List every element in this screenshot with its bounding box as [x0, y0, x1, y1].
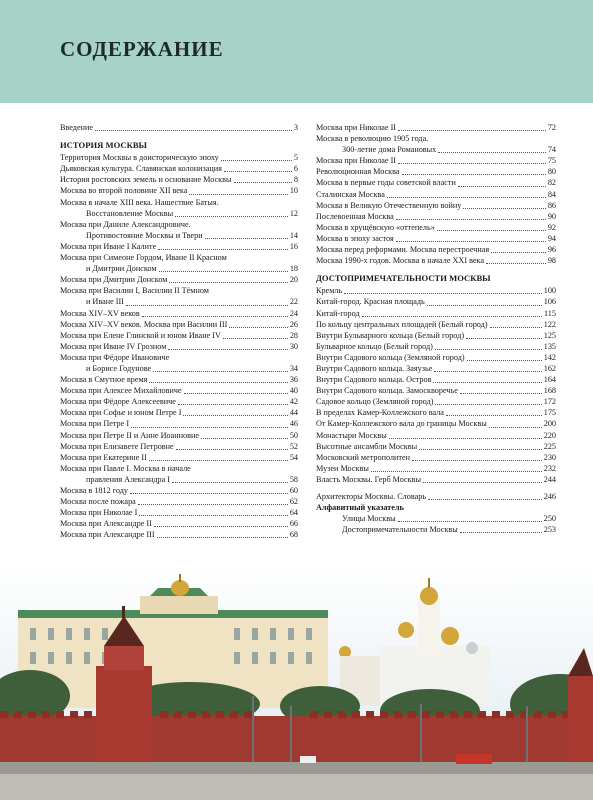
dot-leader	[486, 263, 546, 264]
dot-leader	[176, 449, 288, 450]
toc-entry-page: 168	[543, 386, 556, 396]
toc-entry[interactable]	[316, 177, 556, 188]
toc-entry-title: Революционная Москва	[316, 167, 400, 177]
dot-leader	[149, 460, 288, 461]
dot-leader	[223, 338, 288, 339]
header-band	[0, 0, 593, 103]
toc-entry-page: 80	[547, 167, 556, 177]
dot-leader	[387, 197, 546, 198]
toc-entry-title: Москва в Великую Отечественную войну	[316, 200, 462, 210]
toc-entry[interactable]	[316, 474, 556, 485]
toc-entry-title: Москва XIV–XV веков. Москва при Василии III	[60, 319, 228, 329]
toc-entry-title: Москва при Александре III	[60, 530, 155, 540]
toc-entry-page: 66	[289, 519, 298, 529]
kremlin-photo-art	[0, 566, 593, 800]
toc-entry-title: Москва при Николае II	[316, 123, 397, 132]
toc-entry[interactable]	[60, 430, 298, 441]
toc-entry-page: 3	[293, 123, 298, 132]
toc-entry-page: 50	[289, 430, 298, 440]
toc-entry-title: От Камер-Коллежского вала до границы Москвы	[316, 419, 487, 429]
toc-entry-title-line: Москва в начале XIII века. Нашествие Батыя.	[60, 197, 219, 207]
toc-entry-page: 26	[289, 319, 298, 329]
dot-leader	[396, 219, 546, 220]
toc-entry[interactable]	[316, 452, 556, 463]
toc-entry[interactable]	[316, 244, 556, 255]
toc-entry-title: Москва при Петре II и Анне Иоанновне	[60, 430, 199, 440]
toc-entry-page: 100	[543, 286, 556, 296]
toc-entry[interactable]	[60, 319, 298, 330]
toc-entry-title: Монастыри Москвы	[316, 430, 387, 440]
dot-leader	[396, 241, 546, 242]
toc-entry[interactable]	[60, 385, 298, 396]
toc-entry[interactable]	[316, 430, 556, 441]
toc-entry-page: 28	[289, 330, 298, 340]
toc-entry-title: 300-летие дома Романовых	[342, 145, 437, 155]
toc-entry[interactable]	[316, 211, 556, 222]
toc-entry-title: Сталинская Москва	[316, 189, 385, 199]
dot-leader	[362, 316, 542, 317]
toc-entry-title: Москва при Петре I	[60, 419, 130, 429]
toc-entry[interactable]	[60, 474, 298, 485]
dot-leader	[184, 393, 288, 394]
toc-entry[interactable]	[316, 513, 556, 524]
toc-entry-title: Внутри Садового кольца (Земляной город)	[316, 352, 465, 362]
toc-entry[interactable]	[60, 185, 298, 196]
toc-entry[interactable]	[60, 274, 298, 285]
toc-entry-title: Москва во второй половине XII века	[60, 186, 188, 196]
dot-leader	[172, 482, 288, 483]
toc-entry-title: Москва 1990-х годов. Москва в начале XXI века	[316, 256, 485, 266]
toc-entry-title: правления Александра I	[86, 474, 170, 484]
toc-entry[interactable]	[316, 363, 556, 374]
dot-leader	[463, 208, 545, 209]
toc-entry-page: 8	[293, 175, 298, 185]
toc-entry-title: Территория Москвы в доисторическую эпоху	[60, 153, 219, 163]
toc-entry-page: 12	[289, 208, 298, 218]
toc-section-heading: ИСТОРИЯ МОСКВЫ	[60, 140, 147, 151]
toc-entry-title: Внутри Бульварного кольца (Белый город)	[316, 330, 465, 340]
toc-entry-title-line: Москва при Василии I, Василии II Тёмном	[60, 286, 209, 296]
toc-entry-page: 92	[547, 222, 556, 232]
toc-entry-title: Внутри Садового кольца. Остров	[316, 375, 432, 385]
toc-entry[interactable]	[60, 485, 298, 496]
toc-entry-title-line: Москва при Симеоне Гордом, Иване II Красном	[60, 253, 227, 263]
dot-leader	[131, 427, 288, 428]
toc-entry-page: 44	[289, 408, 298, 418]
dot-leader	[427, 305, 542, 306]
toc-entry-page: 36	[289, 375, 298, 385]
toc-entry-page: 5	[293, 153, 298, 163]
dot-leader	[229, 327, 287, 328]
toc-entry-page: 220	[543, 430, 556, 440]
dot-leader	[419, 449, 542, 450]
toc-entry-title: Москва при Екатерине II	[60, 452, 147, 462]
toc-entry-title: Дьяковская культура. Славянская колонизация	[60, 164, 222, 174]
toc-entry[interactable]	[60, 208, 298, 219]
toc-entry-title: Москва при Елизавете Петровне	[60, 441, 174, 451]
toc-entry-page: 64	[289, 508, 298, 518]
toc-entry-page: 34	[289, 363, 298, 373]
dot-leader	[371, 471, 542, 472]
toc-entry[interactable]	[316, 330, 556, 341]
toc-entry[interactable]	[316, 491, 556, 502]
toc-entry-page: 84	[547, 189, 556, 199]
dot-leader	[398, 163, 546, 164]
dot-leader	[435, 349, 542, 350]
toc-entry-title: Москва при Фёдоре Алексеевиче	[60, 397, 176, 407]
toc-entry[interactable]	[316, 352, 556, 363]
toc-entry-page: 122	[543, 319, 556, 329]
toc-entry-page: 244	[543, 474, 556, 484]
toc-index-heading: Алфавитный указатель	[316, 503, 404, 513]
dot-leader	[466, 338, 542, 339]
dot-leader	[491, 252, 546, 253]
toc-entry-page: 22	[289, 297, 298, 307]
toc-entry[interactable]	[60, 163, 298, 174]
toc-entry-page: 172	[543, 397, 556, 407]
toc-entry[interactable]	[316, 308, 556, 319]
toc-entry-title: Москва в Смутное время	[60, 375, 148, 385]
toc-left-column	[60, 122, 298, 540]
toc-entry[interactable]	[60, 441, 298, 452]
toc-entry[interactable]	[316, 255, 556, 266]
toc-entry-page: 74	[547, 145, 556, 155]
toc-entry-page: 75	[547, 156, 556, 166]
dot-leader	[467, 360, 542, 361]
toc-entry[interactable]	[60, 152, 298, 163]
toc-entry-page: 72	[547, 123, 556, 132]
toc-entry[interactable]	[60, 174, 298, 185]
toc-entry-title: Улицы Москвы	[342, 514, 396, 524]
toc-entry-title: Послевоенная Москва	[316, 211, 394, 221]
toc-entry-title: и Иване III	[86, 297, 124, 307]
toc-entry-title: Москва при Николае I	[60, 508, 138, 518]
dot-leader	[175, 216, 288, 217]
dot-leader	[139, 515, 288, 516]
toc-entry-title: Москва после пожара	[60, 497, 136, 507]
toc-entry-title: История ростовских земель и основание Москвы	[60, 175, 232, 185]
toc-entry-page: 14	[289, 230, 298, 240]
toc-entry-page: 30	[289, 341, 298, 351]
toc-entry-title: Кремль	[316, 286, 343, 296]
toc-entry-page: 10	[289, 186, 298, 196]
toc-entry-page: 16	[289, 241, 298, 251]
toc-entry-title: Архитекторы Москвы. Словарь	[316, 492, 427, 501]
toc-entry-title-line: Москва при Фёдоре Ивановиче	[60, 352, 170, 362]
toc-entry-title: Москва при Иване IV Грозном	[60, 341, 167, 351]
toc-entry-title: и Борисе Годунове	[86, 363, 152, 373]
dot-leader	[159, 271, 288, 272]
toc-entry[interactable]	[60, 330, 298, 341]
toc-entry-title-line: Москва при Павле I. Москва в начале	[60, 463, 191, 473]
dot-leader	[434, 371, 541, 372]
toc-entry-page: 90	[547, 211, 556, 221]
toc-entry-title: Введение	[60, 123, 94, 132]
dot-leader	[149, 382, 287, 383]
toc-entry-page: 200	[543, 419, 556, 429]
toc-entry-page: 246	[543, 492, 556, 501]
dot-leader	[435, 404, 541, 405]
toc-entry-title: Москва при Алексее Михайловиче	[60, 386, 182, 396]
toc-entry[interactable]	[60, 452, 298, 463]
dot-leader	[169, 282, 287, 283]
toc-entry-page: 62	[289, 497, 298, 507]
toc-entry-page: 115	[544, 308, 556, 318]
toc-entry[interactable]	[60, 122, 298, 133]
toc-entry-title: По кольцу центральных площадей (Белый город)	[316, 319, 488, 329]
toc-entry-page: 98	[547, 256, 556, 266]
toc-entry[interactable]	[60, 241, 298, 252]
toc-entry-title: Москва при Дмитрии Донском	[60, 275, 168, 285]
dot-leader	[142, 316, 288, 317]
dot-leader	[224, 171, 292, 172]
dot-leader	[344, 293, 542, 294]
dot-leader	[158, 249, 288, 250]
dot-leader	[460, 393, 542, 394]
dot-leader	[234, 182, 292, 183]
dot-leader	[153, 371, 288, 372]
dot-leader	[178, 404, 288, 405]
toc-entry[interactable]	[60, 363, 298, 374]
toc-entry-title: Восстановление Москвы	[86, 208, 174, 218]
dot-leader	[428, 499, 542, 500]
toc-entry-title: Внутри Садового кольца. Заяузье	[316, 363, 433, 373]
toc-entry-page: 162	[543, 363, 556, 373]
toc-entry-title: Внутри Садового кольца. Замоскворечье	[316, 386, 458, 396]
dot-leader	[458, 186, 546, 187]
toc-entry-title: Московский метрополитен	[316, 452, 411, 462]
toc-entry-page: 68	[289, 530, 298, 540]
toc-entry-title: Музеи Москвы	[316, 463, 369, 473]
toc-entry[interactable]	[316, 189, 556, 200]
toc-entry[interactable]	[316, 524, 556, 535]
dot-leader	[446, 415, 542, 416]
toc-entry[interactable]	[60, 496, 298, 507]
toc-entry[interactable]	[316, 200, 556, 211]
toc-entry-page: 18	[289, 264, 298, 274]
toc-entry-title: Садовое кольцо (Земляной город)	[316, 397, 434, 407]
dot-leader	[489, 427, 542, 428]
toc-entry-title: Москва при Александре II	[60, 519, 152, 529]
toc-entry-title: Москва при Софье и юном Петре I	[60, 408, 182, 418]
toc-entry-page: 52	[289, 441, 298, 451]
toc-entry-page: 164	[543, 375, 556, 385]
toc-entry-page: 40	[289, 386, 298, 396]
toc-entry[interactable]	[316, 166, 556, 177]
toc-entry[interactable]	[316, 122, 556, 133]
dot-leader	[490, 327, 542, 328]
toc-entry-page: 82	[547, 178, 556, 188]
toc-entry[interactable]	[316, 285, 556, 296]
toc-entry-page: 94	[547, 233, 556, 243]
toc-entry-title: Власть Москвы. Герб Москвы	[316, 474, 422, 484]
dot-leader	[183, 415, 287, 416]
toc-entry[interactable]	[60, 230, 298, 241]
toc-entry-page: 46	[289, 419, 298, 429]
dot-leader	[154, 526, 288, 527]
toc-entry[interactable]	[60, 418, 298, 429]
toc-entry[interactable]	[316, 319, 556, 330]
toc-entry[interactable]	[60, 396, 298, 407]
page-title: СОДЕРЖАНИЕ	[60, 37, 224, 61]
dot-leader	[402, 174, 546, 175]
toc-entry-page: 135	[543, 341, 556, 351]
toc-entry-page: 232	[543, 463, 556, 473]
toc-entry-page: 24	[289, 308, 298, 318]
toc-entry[interactable]	[60, 529, 298, 540]
toc-entry-title: Достопримечательности Москвы	[342, 525, 458, 535]
toc-entry-page: 142	[543, 352, 556, 362]
toc-entry-title: Высотные ансамбли Москвы	[316, 441, 418, 451]
dot-leader	[412, 460, 542, 461]
toc-entry[interactable]	[316, 418, 556, 429]
toc-entry-title: Москва в первые годы советской власти	[316, 178, 456, 188]
toc-entry[interactable]	[60, 407, 298, 418]
toc-entry-title: Москва при Елене Глинской и юном Иване IV	[60, 330, 221, 340]
dot-leader	[423, 482, 542, 483]
dot-leader	[95, 130, 292, 131]
toc-entry-title: Противостояние Москвы и Твери	[86, 230, 203, 240]
toc-right-column	[316, 122, 556, 535]
toc-entry-title: Москва при Иване I Калите	[60, 241, 157, 251]
toc-entry[interactable]	[60, 296, 298, 307]
toc-entry-title: Москва перед реформами. Москва перестроечная	[316, 245, 490, 255]
dot-leader	[189, 194, 287, 195]
toc-entry[interactable]	[316, 407, 556, 418]
dot-leader	[221, 160, 292, 161]
dot-leader	[460, 532, 542, 533]
toc-entry-title: Москва в эпоху застоя	[316, 233, 394, 243]
toc-entry-page: 86	[547, 200, 556, 210]
toc-entry-title-line: Москва в революцию 1905 года.	[316, 134, 429, 144]
toc-entry[interactable]	[60, 518, 298, 529]
toc-entry-page: 175	[543, 408, 556, 418]
toc-entry-page: 58	[289, 474, 298, 484]
toc-entry-title: Китай-город	[316, 308, 360, 318]
toc-entry-title: В пределах Камер-Коллежского вала	[316, 408, 444, 418]
toc-entry-page: 253	[543, 525, 556, 535]
toc-entry-page: 250	[543, 514, 556, 524]
toc-entry[interactable]	[316, 441, 556, 452]
toc-entry[interactable]	[316, 463, 556, 474]
toc-entry-page: 230	[543, 452, 556, 462]
toc-entry[interactable]	[60, 341, 298, 352]
dot-leader	[438, 152, 546, 153]
kremlin-photo	[0, 566, 593, 800]
dot-leader	[168, 349, 287, 350]
toc-entry[interactable]	[60, 374, 298, 385]
toc-entry[interactable]	[316, 374, 556, 385]
dot-leader	[205, 238, 288, 239]
dot-leader	[138, 504, 288, 505]
toc-entry-page: 60	[289, 486, 298, 495]
toc-entry[interactable]	[316, 396, 556, 407]
dot-leader	[398, 130, 546, 131]
toc-entry[interactable]	[316, 296, 556, 307]
toc-entry[interactable]	[316, 222, 556, 233]
toc-entry[interactable]	[60, 507, 298, 518]
toc-entry-title: Москва в 1812 году	[60, 486, 129, 495]
toc-entry-page: 225	[543, 441, 556, 451]
dot-leader	[126, 305, 288, 306]
toc-entry-title: Москва в хрущёвскую «оттепель»	[316, 222, 435, 232]
dot-leader	[389, 438, 542, 439]
toc-entry[interactable]	[316, 385, 556, 396]
toc-entry[interactable]	[316, 341, 556, 352]
toc-entry-title: Москва при Николае II	[316, 156, 397, 166]
toc-entry[interactable]	[60, 308, 298, 319]
dot-leader	[433, 382, 541, 383]
toc-entry[interactable]	[316, 144, 556, 155]
toc-entry-title: Бульварное кольцо (Белый город)	[316, 341, 433, 351]
toc-entry-page: 20	[289, 275, 298, 285]
toc-entry-page: 106	[543, 297, 556, 307]
toc-entry[interactable]	[316, 233, 556, 244]
toc-entry[interactable]	[60, 263, 298, 274]
dot-leader	[157, 537, 288, 538]
toc-entry-page: 54	[289, 452, 298, 462]
toc-entry-title: Китай-город. Красная площадь	[316, 297, 425, 307]
dot-leader	[130, 493, 288, 494]
dot-leader	[201, 438, 288, 439]
toc-section-heading: ДОСТОПРИМЕЧАТЕЛЬНОСТИ МОСКВЫ	[316, 273, 491, 284]
toc-entry-page: 125	[543, 330, 556, 340]
toc-entry-title: и Дмитрии Донском	[86, 264, 157, 274]
toc-entry-page: 42	[289, 397, 298, 407]
toc-entry[interactable]	[316, 155, 556, 166]
dot-leader	[437, 230, 546, 231]
toc-entry-title-line: Москва при Даниле Александровиче.	[60, 219, 191, 229]
toc-entry-title: Москва XIV–XV веков	[60, 308, 140, 318]
toc-entry-page: 6	[293, 164, 298, 174]
toc-entry-page: 96	[547, 245, 556, 255]
dot-leader	[398, 521, 542, 522]
